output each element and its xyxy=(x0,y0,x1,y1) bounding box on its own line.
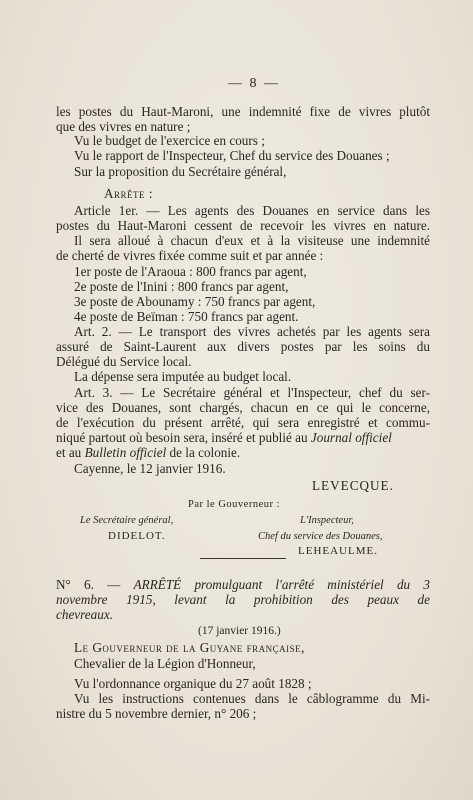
text-line: Vu l'ordonnance organique du 27 août 1828 ; xyxy=(74,676,312,691)
governor-signature: LEVECQUE. xyxy=(312,478,394,493)
inspector-title: L'Inspecteur, xyxy=(300,515,354,526)
secretary-name: DIDELOT. xyxy=(108,530,166,542)
governor-line: Chevalier de la Légion d'Honneur, xyxy=(74,656,256,671)
text-line: assuré de Saint-Laurent aux divers postes par les soins du xyxy=(56,339,430,354)
list-item: 1er poste de l'Araoua : 800 francs par agent, xyxy=(74,264,307,279)
text-line: Vu le rapport de l'Inspecteur, Chef du service des Douanes ; xyxy=(74,148,390,163)
text-line: Article 1er. — Les agents des Douanes en service dans les xyxy=(74,203,430,218)
secretary-title: Le Secrétaire général, xyxy=(80,515,174,526)
arrete-heading: Arrête : xyxy=(104,186,153,201)
par-le-gouverneur: Par le Gouverneur : xyxy=(188,499,281,510)
text-line: et au Bulletin officiel de la colonie. xyxy=(56,445,241,460)
decree-heading: chevreaux. xyxy=(56,607,113,622)
decree-heading: novembre 1915, levant la prohibition des peaux de xyxy=(56,592,430,607)
text-line: Art. 3. — Le Secrétaire général et l'Inspecteur, chef du ser- xyxy=(74,385,430,400)
list-item: 2e poste de l'Inini : 800 francs par agent, xyxy=(74,279,289,294)
text-line: postes du Haut-Maroni cessent de recevoir les vivres en nature. xyxy=(56,218,430,233)
text-line: Vu les instructions contenues dans le câblogramme du Mi- xyxy=(74,691,430,706)
decree-date: (17 janvier 1916.) xyxy=(198,625,281,637)
inspector-subtitle: Chef du service des Douanes, xyxy=(258,531,383,542)
list-item: 4e poste de Beïman : 750 francs par agent. xyxy=(74,309,299,324)
text-line: Vu le budget de l'exercice en cours ; xyxy=(74,133,265,148)
inspector-name: LEHEAULME. xyxy=(298,545,378,557)
decree-heading: N° 6. — ARRÊTÉ promulguant l'arrêté ministériel du 3 xyxy=(56,577,430,592)
text-line: de cherté de vivres fixée comme suit et par année : xyxy=(56,248,324,263)
governor-line: Le Gouverneur de la Guyane française, xyxy=(74,640,305,655)
text-line: Il sera alloué à chacun d'eux et à la visiteuse une indemnité xyxy=(74,233,430,248)
text-line: vice des Douanes, sont chargés, chacun en ce qui le concerne, xyxy=(56,400,430,415)
page-number: — 8 — xyxy=(228,76,280,91)
section-divider xyxy=(200,558,286,559)
text-line: La dépense sera imputée au budget local. xyxy=(74,369,292,384)
text-line: Art. 2. — Le transport des vivres achetés par les agents sera xyxy=(74,324,430,339)
date-line: Cayenne, le 12 janvier 1916. xyxy=(74,461,226,476)
text-line: que des vivres en nature ; xyxy=(56,119,191,134)
text-line: Délégué du Service local. xyxy=(56,354,192,369)
text-line: niqué partout où besoin sera, inséré et publié au Journal officiel xyxy=(56,430,392,445)
text-line: Sur la proposition du Secrétaire général, xyxy=(74,164,287,179)
text-line: les postes du Haut-Maroni, une indemnité fixe de vivres plutôt xyxy=(56,104,430,119)
text-line: de l'exécution du présent arrêté, qui sera enregistré et commu- xyxy=(56,415,430,430)
text-line: nistre du 5 novembre dernier, n° 206 ; xyxy=(56,706,257,721)
list-item: 3e poste de Abounamy : 750 francs par agent, xyxy=(74,294,316,309)
